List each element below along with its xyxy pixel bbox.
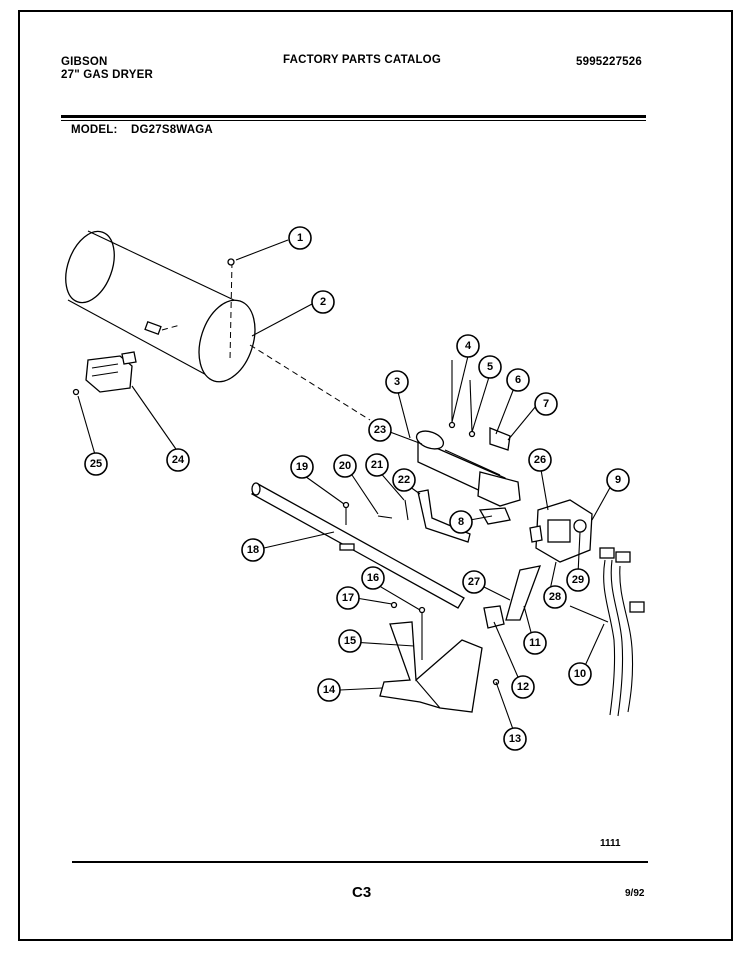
callout-26 — [529, 449, 551, 471]
callout-6a — [507, 369, 529, 391]
svg-text:18: 18 — [246, 544, 260, 556]
callout-11 — [524, 632, 546, 654]
callout-29 — [567, 569, 589, 591]
callout-2 — [312, 291, 334, 313]
svg-text:15: 15 — [343, 635, 357, 647]
svg-text:4: 4 — [464, 340, 472, 352]
callout-9 — [607, 469, 629, 491]
svg-text:13: 13 — [508, 733, 522, 745]
callout-21 — [366, 454, 388, 476]
screw-part-1 — [228, 259, 234, 265]
svg-text:16: 16 — [366, 572, 380, 584]
callout-24 — [167, 449, 189, 471]
callout-15 — [339, 630, 361, 652]
svg-text:22: 22 — [397, 474, 411, 486]
svg-text:23: 23 — [373, 424, 387, 436]
callout-4 — [457, 335, 479, 357]
svg-text:20: 20 — [338, 460, 352, 472]
footer-date: 9/92 — [625, 888, 645, 899]
callout-5 — [479, 356, 501, 378]
gas-tube-part — [252, 483, 464, 608]
catalog-number: 5995227526 — [576, 56, 642, 68]
callout-28 — [544, 586, 566, 608]
callout-8 — [450, 511, 472, 533]
svg-text:1: 1 — [296, 232, 304, 244]
svg-text:14: 14 — [322, 684, 336, 696]
callout-20 — [334, 455, 356, 477]
svg-text:3: 3 — [393, 376, 401, 388]
svg-text:2: 2 — [319, 296, 327, 308]
callout-25 — [85, 453, 107, 475]
svg-text:10: 10 — [573, 668, 587, 680]
catalog-title: FACTORY PARTS CATALOG — [283, 54, 441, 66]
svg-text:26: 26 — [533, 454, 547, 466]
model-label: MODEL: — [71, 124, 118, 136]
model-value: DG27S8WAGA — [131, 124, 213, 136]
callout-14 — [318, 679, 340, 701]
svg-text:27: 27 — [467, 576, 481, 588]
callout-18 — [242, 539, 264, 561]
svg-text:28: 28 — [548, 591, 562, 603]
svg-text:25: 25 — [89, 458, 103, 470]
svg-text:8: 8 — [457, 516, 465, 528]
callout-27 — [463, 571, 485, 593]
callout-17 — [337, 587, 359, 609]
svg-text:17: 17 — [341, 592, 355, 604]
footer-code: 1111 — [600, 838, 621, 849]
callout-23 — [369, 419, 391, 441]
callout-10 — [569, 663, 591, 685]
sensor-part-24 — [74, 352, 137, 395]
callout-1 — [289, 227, 311, 249]
footer-rule — [72, 861, 648, 863]
svg-text:5: 5 — [486, 361, 494, 373]
svg-text:24: 24 — [171, 454, 185, 466]
svg-text:6: 6 — [514, 374, 522, 386]
product-name: 27" GAS DRYER — [61, 69, 153, 81]
mounting-bracket-part — [380, 603, 499, 713]
svg-text:29: 29 — [571, 574, 585, 586]
callout-19 — [291, 456, 313, 478]
svg-text:12: 12 — [516, 681, 530, 693]
callout-12 — [512, 676, 534, 698]
callout-16 — [362, 567, 384, 589]
svg-text:19: 19 — [295, 461, 309, 473]
callout-3 — [386, 371, 408, 393]
svg-text:11: 11 — [529, 637, 541, 649]
svg-text:7: 7 — [542, 398, 550, 410]
page-number: C3 — [352, 884, 372, 901]
callout-7 — [535, 393, 557, 415]
brand-name: GIBSON — [61, 56, 108, 68]
callout-22 — [393, 469, 415, 491]
callout-13 — [504, 728, 526, 750]
svg-text:21: 21 — [370, 459, 384, 471]
svg-text:9: 9 — [614, 474, 622, 486]
gas-valve-part — [530, 500, 592, 562]
